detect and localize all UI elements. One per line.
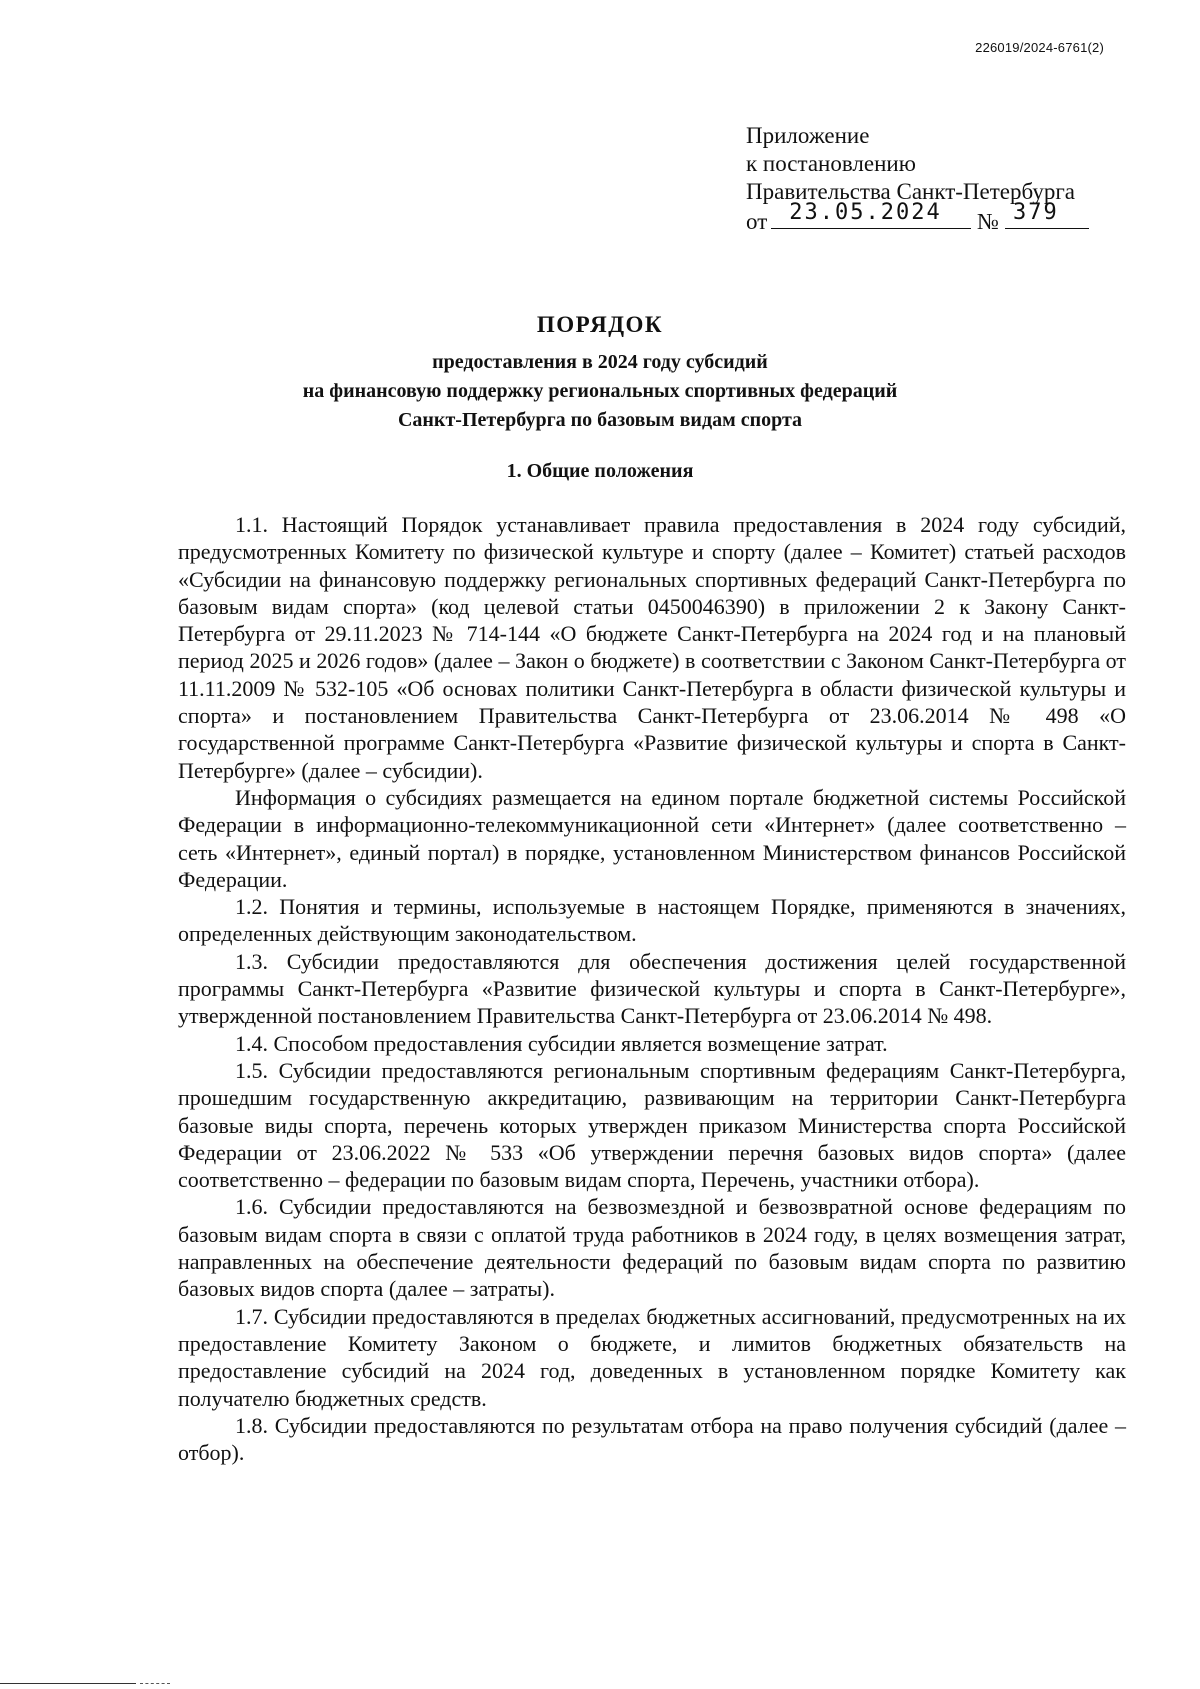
approval-line-government: Правительства Санкт-Петербурга bbox=[746, 179, 1075, 204]
document-title: ПОРЯДОК bbox=[536, 312, 664, 337]
approval-line-appendix: Приложение bbox=[746, 123, 870, 148]
paragraph-1-6: 1.6. Субсидии предоставляются на безвозмездной и безвозвратной основе федерациям по базовым видам спорта в связи с оплатой труда работников в 2024 году, в целях возмещения затрат, направленных на обеспечение деятельности федераций по базовым видам спорта по развитию базовых видов спорта (далее – затраты). bbox=[178, 1194, 1126, 1302]
date-prefix: от bbox=[746, 209, 768, 234]
subtitle-line: Санкт-Петербурга по базовым видам спорта bbox=[397, 409, 803, 431]
bottom-divider bbox=[0, 1683, 136, 1684]
document-title-block bbox=[0, 312, 1200, 435]
number-prefix: № bbox=[977, 209, 999, 234]
paragraph-1-7: 1.7. Субсидии предоставляются в пределах бюджетных ассигнований, предусмотренных на их предоставление Комитету Законом о бюджете, и лимитов бюджетных обязательств на предоставление субсидий на 2024 год, доведенных в установленном порядке Комитету как получателю бюджетных средств. bbox=[178, 1303, 1126, 1411]
bottom-divider-dash bbox=[140, 1683, 170, 1684]
subtitle-line: предоставления в 2024 году субсидий bbox=[432, 351, 768, 373]
date-field bbox=[771, 200, 971, 229]
paragraph-1-2: 1.2. Понятия и термины, используемые в настоящем Порядке, применяются в значениях, определенных действующим законодательством. bbox=[178, 894, 1126, 947]
document-registration-number: 226019/2024-6761(2) bbox=[975, 40, 1104, 55]
paragraph-1-5: 1.5. Субсидии предоставляются региональным спортивным федерациям Санкт-Петербурга, прошедшим государственную аккредитацию, развивающим на территории Санкт-Петербурга базовые виды спорта, перечень которых утвержден приказом Министерства спорта Российской Федерации от 23.06.2022 № 533 «Об утверждении перечня базовых видов спорта» (далее соответственно – федерации по базовым видам спорта, Перечень, участники отбора). bbox=[178, 1057, 1126, 1193]
number-field bbox=[1005, 200, 1089, 229]
approval-date-row bbox=[746, 200, 1126, 236]
number-value: 379 bbox=[1012, 200, 1059, 225]
section-heading: 1. Общие положения bbox=[506, 460, 694, 482]
date-value: 23.05.2024 bbox=[789, 200, 942, 225]
paragraph-1-3: 1.3. Субсидии предоставляются для обеспечения достижения целей государственной программы Санкт-Петербурга «Развитие физической культуры и спорта в Санкт-Петербурге», утвержденной постановлением Правительства Санкт-Петербурга от 23.06.2014 № 498. bbox=[178, 948, 1126, 1029]
paragraph-1-1: 1.1. Настоящий Порядок устанавливает правила предоставления в 2024 году субсидий, предусмотренных Комитету по физической культуре и спорту (далее – Комитет) статьей расходов «Субсидии на финансовую поддержку региональных спортивных федераций Санкт-Петербурга по базовым видам спорта» (код целевой статьи 0450046390) в приложении 2 к Закону Санкт-Петербурга от 29.11.2023 № 714-144 «О бюджете Санкт-Петербурга на 2024 год и на плановый период 2025 и 2026 годов» (далее – Закон о бюджете) в соответствии с Законом Санкт-Петербурга от 11.11.2009 № 532-105 «Об основах политики Санкт-Петербурга в области физической культуры и спорта» и постановлением Правительства Санкт-Петербурга от 23.06.2014 № 498 «О государственной программе Санкт-Петербурга «Развитие физической культуры и спорта в Санкт-Петербурге» (далее – субсидии). bbox=[178, 512, 1126, 783]
paragraph-info: Информация о субсидиях размещается на едином портале бюджетной системы Российской Федерации в информационно-телекоммуникационной сети «Интернет» (далее соответственно – сеть «Интернет», единый портал) в порядке, установленном Министерством финансов Российской Федерации. bbox=[178, 784, 1126, 892]
body-text bbox=[178, 511, 1126, 1466]
approval-block bbox=[746, 122, 1126, 236]
approval-line-resolution: к постановлению bbox=[746, 151, 916, 176]
paragraph-1-4: 1.4. Способом предоставления субсидии является возмещение затрат. bbox=[235, 1030, 888, 1056]
subtitle-line: на финансовую поддержку региональных спортивных федераций bbox=[302, 380, 898, 402]
paragraph-1-8: 1.8. Субсидии предоставляются по результатам отбора на право получения субсидий (далее – отбор). bbox=[178, 1412, 1126, 1466]
